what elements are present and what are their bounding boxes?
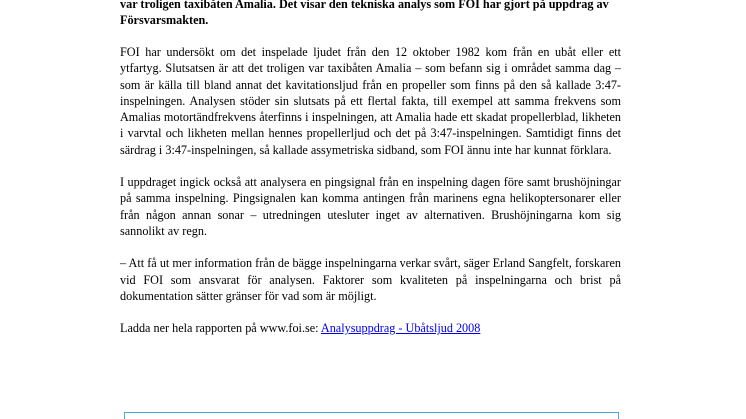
lead-text: var troligen taxibåten Amalia. Det visar den tekniska analys som FOI har gjort på uppdrag av Försvarsmakten. xyxy=(120,0,609,27)
paragraph-analysis: FOI har undersökt om det inspelade ljudet från den 12 oktober 1982 kom från en ubåt eller ett ytfartyg. Slutsatsen är att det troligen var taxibåten Amalia – som befann sig i området samma dag – som är källa till bland annat det kavitationsljud från en propeller som finns på den så kallade 3:47-inspelningen. Analysen stöder sin slutsats på ett flertal fakta, till exempel att samma frekvens som Amalias motortändfrekvens återfinns i inspelningen, att Amalia hade ett skadat propellerblad, likheten i varvtal och likheten mellan hennes propellerljud och det på 3:47-inspelningen. Samtidigt finns det särdrag i 3:47-inspelningen, så kallade assymetriska sidband, som FOI ännu inte har kunnat förklara. xyxy=(120,45,621,157)
info-box-border xyxy=(124,412,619,419)
paragraph-ping-signal: I uppdraget ingick också att analysera en pingsignal från en inspelning dagen före samt brushöjningar på samma inspelning. Pingsignalen kan komma antingen från marinens egna helikoptersonarer eller från någon annan sonar – utredningen utesluter inget av alternativen. Brushöjningarna kom sig sannolikt av regn. xyxy=(120,175,621,238)
paragraph-quote: – Att få ut mer information från de bägge inspelningarna verkar svårt, säger Erland Sangfelt, forskaren vid FOI som ansvarat för analysen. Faktorer som kvaliteten på inspelningarna och brist på dokumentation sätter gränser för vad som är möjligt. xyxy=(120,256,621,303)
download-prefix: Ladda ner hela rapporten på www.foi.se: xyxy=(120,321,321,336)
document-page xyxy=(120,0,621,336)
download-line xyxy=(120,320,621,336)
report-download-link[interactable]: Analysuppdrag - Ubåtsljud 2008 xyxy=(320,321,481,336)
